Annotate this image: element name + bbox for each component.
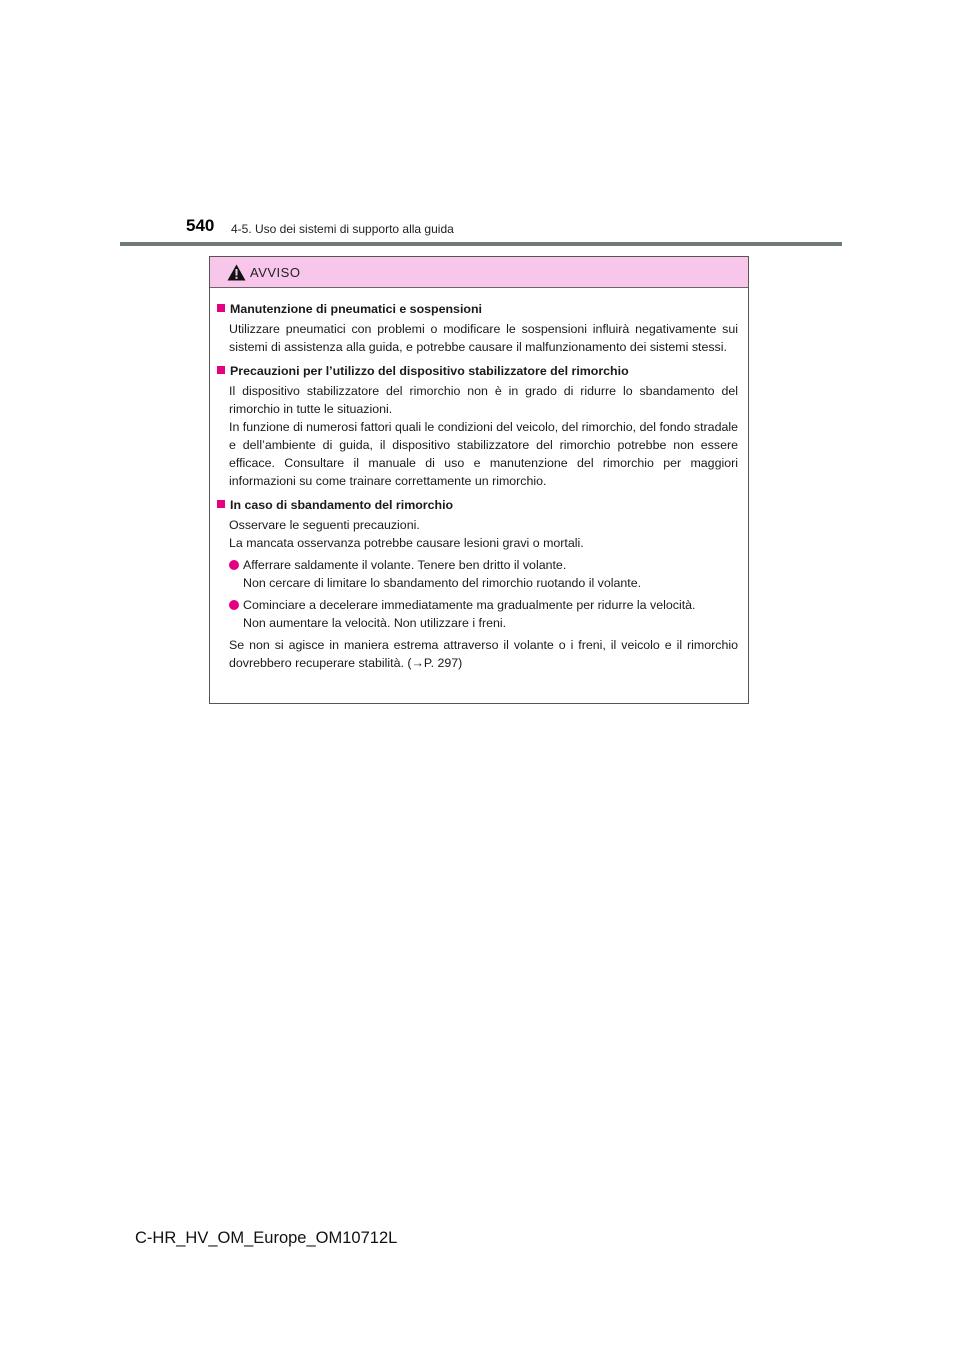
list-item-line: Cominciare a decelerare immediatamente ma gradualmente per ridurre la velocità. — [243, 598, 696, 612]
document-code: C-HR_HV_OM_Europe_OM10712L — [135, 1229, 398, 1247]
square-bullet-icon — [217, 500, 225, 508]
header-rule — [120, 242, 842, 246]
list-item-line: Non aumentare la velocità. Non utilizzare i freni. — [243, 616, 507, 630]
section-heading — [217, 300, 738, 318]
section-title: 4-5. Uso dei sistemi di supporto alla guida — [231, 222, 454, 236]
list-item — [229, 596, 738, 632]
section-title-text: In caso di sbandamento del rimorchio — [230, 498, 454, 512]
paragraph: Il dispositivo stabilizzatore del rimorchio non è in grado di ridurre lo sbandamento del rimorchio in tutte le situazioni. — [229, 384, 738, 416]
warning-box — [209, 256, 749, 704]
list-item-text — [243, 556, 738, 592]
closing-paragraph: Se non si agisce in maniera estrema attraverso il volante o i freni, il veicolo e il rimorchio dovrebbero recuperare stabilità. (→P. 297) — [229, 638, 738, 670]
section-heading — [217, 496, 738, 514]
intro-line: La mancata osservanza potrebbe causare lesioni gravi o mortali. — [229, 536, 584, 550]
list-item-text — [243, 596, 738, 632]
section-sway — [217, 496, 738, 672]
section-heading — [217, 362, 738, 380]
page-number: 540 — [186, 216, 215, 235]
list-item-line: Non cercare di limitare lo sbandamento del rimorchio ruotando il volante. — [243, 576, 642, 590]
list-item-line: Afferrare saldamente il volante. Tenere ben dritto il volante. — [243, 558, 567, 572]
circle-bullet-icon — [229, 560, 239, 570]
paragraph: In funzione di numerosi fattori quali le condizioni del veicolo, del rimorchio, del fondo stradale e dell’ambiente di guida, il dispositivo stabilizzatore del rimorchio potrebbe non essere efficace. Consultare il manuale di uso e manutenzione del rimorchio per maggiori informazioni su come trainare correttamente un rimorchio. — [229, 420, 738, 488]
section-title-text: Manutenzione di pneumatici e sospensioni — [230, 302, 482, 316]
warning-header — [210, 257, 748, 288]
square-bullet-icon — [217, 304, 225, 312]
list-item — [229, 556, 738, 592]
paragraph: Utilizzare pneumatici con problemi o modificare le sospensioni influirà negativamente sui sistemi di assistenza alla guida, e potrebbe causare il malfunzionamento dei sistemi stessi. — [229, 322, 738, 354]
intro-line: Osservare le seguenti precauzioni. — [229, 518, 420, 532]
section-title-text: Precauzioni per l’utilizzo del dispositivo stabilizzatore del rimorchio — [230, 364, 629, 378]
section-tyres — [217, 300, 738, 356]
circle-bullet-icon — [229, 600, 239, 610]
square-bullet-icon — [217, 366, 225, 374]
warning-triangle-icon — [227, 264, 246, 281]
warning-body — [210, 288, 748, 672]
section-stabilizer — [217, 362, 738, 490]
warning-label: AVVISO — [250, 264, 301, 280]
